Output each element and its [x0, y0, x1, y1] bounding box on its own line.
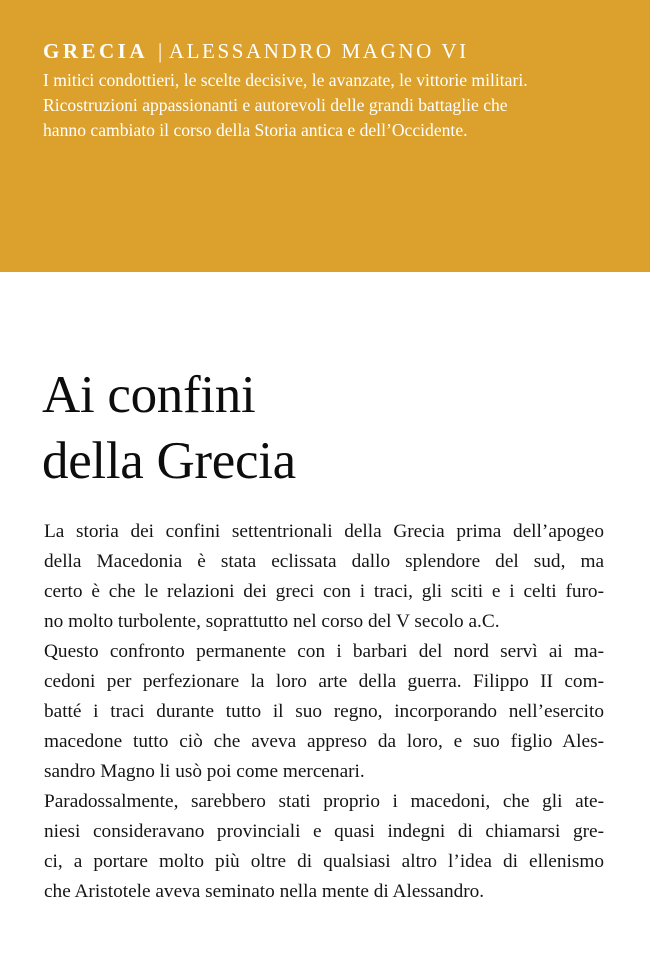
body-line: della Macedonia è stata eclissata dallo splendore del sud, ma — [44, 551, 604, 572]
body-line: sandro Magno li usò poi come mercenari. — [44, 761, 365, 782]
description-line: Ricostruzioni appassionanti e autorevoli delle grandi battaglie che — [43, 95, 508, 115]
body-line: La storia dei confini settentrionali della Grecia prima dell’apogeo — [44, 521, 604, 542]
body-line: che Aristotele aveva seminato nella mente di Alessandro. — [44, 881, 485, 902]
series-heading — [43, 38, 469, 64]
series-separator: | — [158, 39, 165, 63]
body-line: Questo confronto permanente con i barbari del nord servì ai ma- — [44, 641, 604, 662]
description-line: hanno cambiato il corso della Storia antica e dell’Occidente. — [43, 120, 468, 140]
description-line: I mitici condottieri, le scelte decisive, le avanzate, le vittorie militari. — [43, 70, 528, 90]
series-description — [43, 68, 613, 143]
body-line: niesi consideravano provinciali e quasi indegni di chiamarsi gre- — [44, 821, 604, 842]
body-line: batté i traci durante tutto il suo regno, incorporando nell’esercito — [44, 701, 604, 722]
series-header-band — [0, 0, 650, 272]
volume-title: ALESSANDRO MAGNO VI — [168, 39, 469, 63]
body-line: certo è che le relazioni dei greci con i traci, gli sciti e i celti furo- — [44, 581, 604, 602]
body-line: ci, a portare molto più oltre di qualsiasi altro l’idea di ellenismo — [44, 851, 604, 872]
article-title — [42, 362, 296, 494]
series-name: GRECIA — [43, 39, 149, 63]
title-line: Ai confini — [42, 366, 256, 424]
body-line: cedoni per perfezionare la loro arte della guerra. Filippo II com- — [44, 671, 604, 692]
body-line: macedone tutto ciò che aveva appreso da loro, e suo figlio Ales- — [44, 731, 604, 752]
title-line: della Grecia — [42, 432, 296, 490]
article-body — [44, 517, 604, 907]
body-line: Paradossalmente, sarebbero stati proprio i macedoni, che gli ate- — [44, 791, 604, 812]
body-line: no molto turbolente, soprattutto nel corso del V secolo a.C. — [44, 611, 500, 632]
